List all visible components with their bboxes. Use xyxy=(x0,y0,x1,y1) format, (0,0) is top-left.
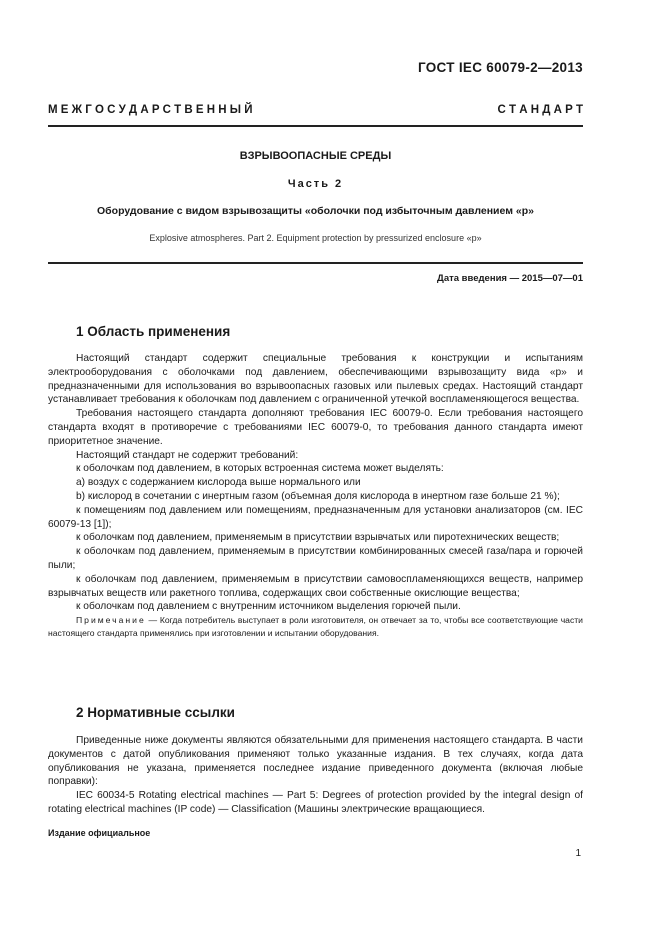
list-item: к оболочкам под давлением с внутренним источником выделения горючей пыли. xyxy=(76,601,461,613)
section-2-heading: 2 Нормативные ссылки xyxy=(76,705,235,720)
section-1-heading: 1 Область применения xyxy=(76,324,231,339)
list-item: к оболочкам под давлением, применяемым в присутствии комбинированных смесей газа/пара и горючей пыли; xyxy=(48,546,583,571)
paragraph: Приведенные ниже документы являются обязательными для применения настоящего стандарта. В части документов с датой опубликования применяют только указанные издания. В тех случаях, когда дата опубликования не указана, применяется последнее издание приведенного документа (включая любые поправки): xyxy=(48,735,583,788)
page-number: 1 xyxy=(575,848,581,859)
list-item: к оболочкам под давлением, применяемым в присутствии взрывчатых или пиротехнических веществ; xyxy=(76,532,560,544)
official-edition-label: Издание официальное xyxy=(48,828,151,838)
paragraph: IEC 60034-5 Rotating electrical machines — Part 5: Degrees of protection provided by the integral design of rotating electrical machines (IP code) — Classification (Машины электрические вращающиеся. xyxy=(48,790,583,815)
paragraph: Требования настоящего стандарта дополняют требования IEC 60079-0. Если требования настоящего стандарта входят в противоречие с требованиями IEC 60079-0, то требования данного стандарта имеют приоритетное значение. xyxy=(48,408,583,447)
paragraph: Настоящий стандарт содержит специальные требования к конструкции и испытаниям электрооборудования с оболочками под давлением, обеспечивающими взрывозащиту вида «р» и предназначенными для использования во взрывоопасных газовых или пылевых средах. Настоящий стандарт устанавливает требования к оболочкам под давлением с ограниченной утечкой воспламеняющегося вещества. xyxy=(48,353,583,406)
standard-number: ГОСТ IEC 60079-2—2013 xyxy=(417,60,583,75)
list-item: b) кислород в сочетании с инертным газом (объемная доля кислорода в инертном газе больше 21 %); xyxy=(76,490,560,502)
list-item: к оболочкам под давлением, в которых встроенная система может выделять: xyxy=(76,463,444,475)
document-title: ВЗРЫВООПАСНЫЕ СРЕДЫ xyxy=(239,150,392,162)
interstate-word: М Е Ж Г О С У Д А Р С Т В Е Н Н Ы Й xyxy=(48,104,253,116)
introduction-date: Дата введения — 2015—07—01 xyxy=(437,273,583,284)
document-subtitle: Оборудование с видом взрывозащиты «оболочки под избыточным давлением «р» xyxy=(97,205,534,217)
note-text: — Когда потребитель выступает в роли изготовителя, он отвечает за то, чтобы все соответствующие части настоящего стандарта применялись при изготовлении и испытании оборудования. xyxy=(48,615,583,638)
list-item: a) воздух с содержанием кислорода выше нормального или xyxy=(76,477,361,489)
top-divider xyxy=(48,125,583,127)
interstate-standard-banner xyxy=(48,104,583,116)
section-1-body xyxy=(48,352,583,639)
note xyxy=(48,614,583,639)
part-label: Часть 2 xyxy=(287,178,344,190)
section-2-body xyxy=(48,734,583,817)
english-title: Explosive atmospheres. Part 2. Equipment protection by pressurized enclosure «р» xyxy=(149,233,482,243)
note-label: Примечание xyxy=(76,615,146,626)
standard-word: С Т А Н Д А Р Т xyxy=(497,104,583,116)
list-item: к оболочкам под давлением, применяемым в присутствии самовоспламеняющихся веществ, например взрывчатых веществ или ракетного топлива, содержащих свои собственные окислющие вещества; xyxy=(48,573,583,599)
list-item: к помещениям под давлением или помещениям, предназначенным для установки анализаторов (см. IEC 60079-13 [1]); xyxy=(48,504,583,530)
title-divider xyxy=(48,262,583,264)
paragraph: Настоящий стандарт не содержит требований: xyxy=(76,449,299,461)
